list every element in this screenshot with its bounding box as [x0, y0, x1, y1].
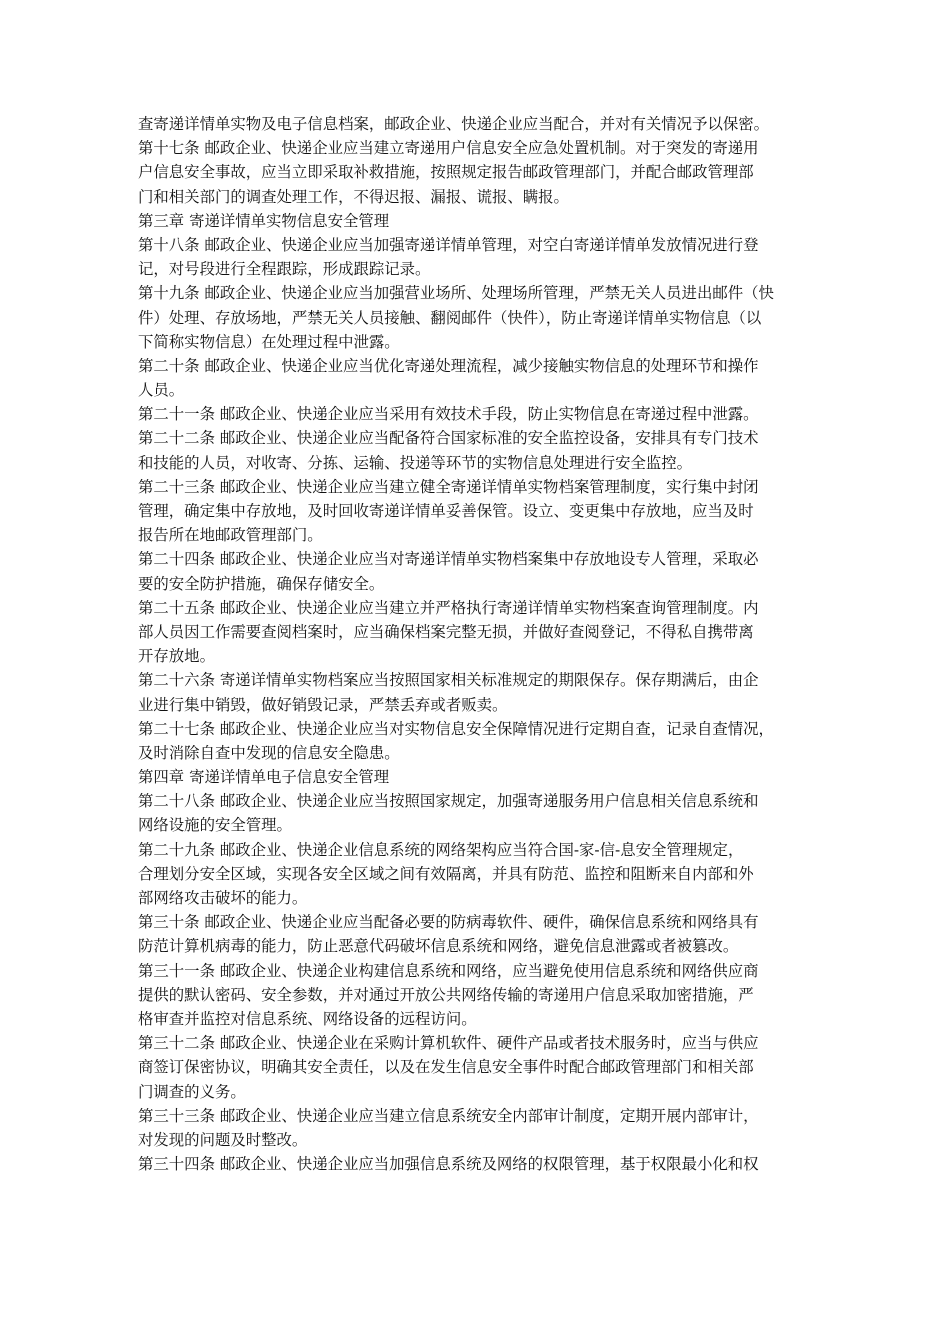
- paragraph: [138, 209, 818, 233]
- text-line: 格审查并监控对信息系统、网络设备的远程访问。: [138, 1009, 477, 1028]
- text-line: 第三十三条 邮政企业、快递企业应当建立信息系统安全内部审计制度，定期开展内部审计，: [138, 1106, 759, 1125]
- text-line: 门和相关部门的调查处理工作，不得迟报、漏报、谎报、瞒报。: [138, 187, 569, 206]
- paragraph: [138, 910, 818, 958]
- paragraph: [138, 475, 818, 548]
- paragraph: [138, 1104, 818, 1152]
- text-line: 开存放地。: [138, 647, 215, 666]
- text-line: 要的安全防护措施，确保存储安全。: [138, 574, 385, 593]
- document-body: [138, 112, 818, 1176]
- paragraph: [138, 838, 818, 911]
- paragraph: [138, 233, 818, 281]
- text-line: 人员。: [138, 381, 185, 400]
- paragraph: [138, 596, 818, 669]
- paragraph: [138, 426, 818, 474]
- text-line: 第二十五条 邮政企业、快递企业应当建立并严格执行寄递详情单实物档案查询管理制度。内: [138, 598, 759, 617]
- paragraph: [138, 1031, 818, 1104]
- paragraph: [138, 112, 818, 136]
- text-line: 门调查的义务。: [138, 1082, 246, 1101]
- text-line: 网络设施的安全管理。: [138, 816, 292, 835]
- text-line: 下简称实物信息）在处理过程中泄露。: [138, 332, 400, 351]
- paragraph: [138, 136, 818, 209]
- text-line: 第二十一条 邮政企业、快递企业应当采用有效技术手段，防止实物信息在寄递过程中泄露。: [138, 405, 759, 424]
- text-line: 对发现的问题及时整改。: [138, 1130, 308, 1149]
- text-line: 第十九条 邮政企业、快递企业应当加强营业场所、处理场所管理，严禁无关人员进出邮件（快: [138, 284, 774, 303]
- text-line: 第二十八条 邮政企业、快递企业应当按照国家规定，加强寄递服务用户信息相关信息系统和: [138, 792, 759, 811]
- text-line: 业进行集中销毁，做好销毁记录，严禁丢弃或者贩卖。: [138, 695, 508, 714]
- text-line: 和技能的人员，对收寄、分拣、运输、投递等环节的实物信息处理进行安全监控。: [138, 453, 693, 472]
- text-line: 第四章 寄递详情单电子信息安全管理: [138, 768, 390, 787]
- paragraph: [138, 547, 818, 595]
- text-line: 管理，确定集中存放地，及时回收寄递详情单妥善保管。设立、变更集中存放地，应当及时: [138, 502, 754, 520]
- text-line: 记，对号段进行全程跟踪，形成跟踪记录。: [138, 260, 431, 279]
- text-line: 查寄递详情单实物及电子信息档案，邮政企业、快递企业应当配合，并对有关情况予以保密。: [138, 115, 770, 133]
- text-line: 报告所在地邮政管理部门。: [138, 526, 323, 545]
- text-line: 第三十条 邮政企业、快递企业应当配备必要的防病毒软件、硬件，确保信息系统和网络具有: [138, 913, 759, 932]
- text-line: 商签订保密协议，明确其安全责任，以及在发生信息安全事件时配合邮政管理部门和相关部: [138, 1058, 754, 1077]
- text-line: 第二十条 邮政企业、快递企业应当优化寄递处理流程，减少接触实物信息的处理环节和操作: [138, 356, 759, 375]
- text-line: 第二十六条 寄递详情单实物档案应当按照国家相关标准规定的期限保存。保存期满后，由企: [138, 671, 759, 690]
- text-line: 第十七条 邮政企业、快递企业应当建立寄递用户信息安全应急处置机制。对于突发的寄递用: [138, 139, 759, 158]
- paragraph: [138, 789, 818, 837]
- text-line: 第三十一条 邮政企业、快递企业构建信息系统和网络，应当避免使用信息系统和网络供应商: [138, 961, 759, 980]
- text-line: 件）处理、存放场地，严禁无关人员接触、翻阅邮件（快件），防止寄递详情单实物信息（以: [138, 308, 762, 327]
- text-line: 第三章 寄递详情单实物信息安全管理: [138, 211, 390, 230]
- paragraph: [138, 765, 818, 789]
- text-line: 第十八条 邮政企业、快递企业应当加强寄递详情单管理，对空白寄递详情单发放情况进行登: [138, 235, 759, 254]
- paragraph: [138, 402, 818, 426]
- text-line: 第二十九条 邮政企业、快递企业信息系统的网络架构应当符合国-家-信-息安全管理规定，: [138, 840, 744, 859]
- text-line: 防范计算机病毒的能力，防止恶意代码破坏信息系统和网络，避免信息泄露或者被篡改。: [138, 937, 739, 956]
- text-line: 第二十三条 邮政企业、快递企业应当建立健全寄递详情单实物档案管理制度，实行集中封闭: [138, 477, 759, 496]
- text-line: 第三十二条 邮政企业、快递企业在采购计算机软件、硬件产品或者技术服务时，应当与供应: [138, 1034, 759, 1053]
- paragraph: [138, 281, 818, 354]
- paragraph: [138, 354, 818, 402]
- paragraph: [138, 717, 818, 765]
- text-line: 第二十七条 邮政企业、快递企业应当对实物信息安全保障情况进行定期自查，记录自查情况，: [138, 719, 774, 738]
- text-line: 第三十四条 邮政企业、快递企业应当加强信息系统及网络的权限管理，基于权限最小化和权: [138, 1155, 759, 1174]
- text-line: 部网络攻击破坏的能力。: [138, 889, 308, 907]
- text-line: 提供的默认密码、安全参数，并对通过开放公共网络传输的寄递用户信息采取加密措施，严: [138, 985, 754, 1004]
- paragraph: [138, 668, 818, 716]
- text-line: 合理划分安全区域，实现各安全区域之间有效隔离，并具有防范、监控和阻断来自内部和外: [138, 864, 754, 883]
- text-line: 第二十二条 邮政企业、快递企业应当配备符合国家标准的安全监控设备，安排具有专门技术: [138, 429, 759, 448]
- text-line: 第二十四条 邮政企业、快递企业应当对寄递详情单实物档案集中存放地设专人管理，采取必: [138, 550, 759, 569]
- paragraph: [138, 959, 818, 1032]
- paragraph: [138, 1152, 818, 1176]
- text-line: 户信息安全事故，应当立即采取补救措施，按照规定报告邮政管理部门，并配合邮政管理部: [138, 163, 754, 182]
- text-line: 及时消除自查中发现的信息安全隐患。: [138, 743, 400, 762]
- text-line: 部人员因工作需要查阅档案时，应当确保档案完整无损，并做好查阅登记，不得私自携带离: [138, 622, 754, 641]
